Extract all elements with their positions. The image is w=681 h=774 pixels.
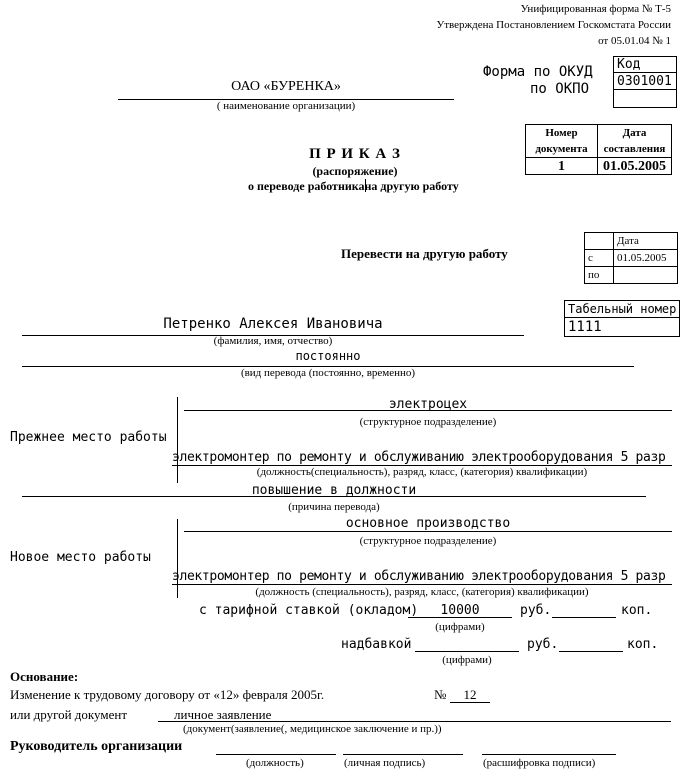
rate-kop-label: коп. <box>621 603 653 618</box>
rate-kop-underline <box>552 617 616 618</box>
code-header: Код <box>614 57 677 73</box>
bonus-kop-underline <box>559 651 623 652</box>
previous-position-caption: (должность(специальность), разряд, класс, (категория) квалификации) <box>256 466 588 478</box>
bonus-rub-underline <box>415 651 519 652</box>
tab-number-table <box>564 300 680 337</box>
bonus-label: надбавкой <box>341 637 412 652</box>
okud-label: Форма по ОКУД <box>483 64 593 80</box>
tab-number-value[interactable]: 1111 <box>565 318 680 337</box>
new-position-underline <box>172 584 672 585</box>
new-position[interactable]: электромонтер по ремонту и обслуживанию электрооборудования 5 разр <box>172 569 666 584</box>
signature-label: Руководитель организации <box>10 739 183 754</box>
rate-digits-caption: (цифрами) <box>435 621 485 633</box>
employee-name-caption: (фамилия, имя, отчество) <box>213 335 333 347</box>
rate-label: с тарифной ставкой (окладом) <box>199 603 419 618</box>
transfer-type[interactable]: постоянно <box>295 349 361 363</box>
rate-rub-label: руб. <box>520 603 552 618</box>
doc-date-value[interactable]: 01.05.2005 <box>598 158 672 175</box>
transfer-date-table <box>584 232 678 284</box>
transfer-type-caption: (вид перевода (постоянно, временно) <box>240 367 416 379</box>
transfer-date-blank <box>585 233 614 250</box>
order-title: П Р И К А З <box>309 146 401 162</box>
signature-decode-caption: (расшифровка подписи) <box>483 757 596 769</box>
other-doc-underline <box>158 721 671 722</box>
transfer-reason-underline <box>22 496 646 497</box>
employee-name[interactable]: Петренко Алексея Ивановича <box>163 316 383 332</box>
rate-rub-value[interactable]: 10000 <box>440 603 480 618</box>
previous-place-label: Прежнее место работы <box>10 430 167 445</box>
transfer-to-value[interactable] <box>614 267 678 284</box>
transfer-to-label: по <box>585 267 614 284</box>
signature-position-line[interactable] <box>216 754 336 755</box>
approval-date: от 05.01.04 № 1 <box>598 35 671 47</box>
transfer-date-header: Дата <box>614 233 678 250</box>
order-subtitle: (распоряжение) <box>312 164 398 178</box>
basis-contract-text: Изменение к трудовому договору от «12» февраля 2005г. <box>10 687 325 702</box>
signature-sign-caption: (личная подпись) <box>344 757 426 769</box>
bonus-digits-caption: (цифрами) <box>442 654 492 666</box>
new-department[interactable]: основное производство <box>345 516 511 531</box>
organization-caption: ( наименование организации) <box>216 100 356 112</box>
basis-number-label: № <box>434 687 447 702</box>
doc-date-header: Дата составления <box>598 125 672 158</box>
other-doc-label: или другой документ <box>10 707 128 722</box>
other-doc-caption: (документ(заявление(, медицинское заключение и пр.)) <box>183 723 442 735</box>
basis-number-value[interactable]: 12 <box>463 687 477 702</box>
form-number: Унифицированная форма № Т-5 <box>520 3 671 15</box>
previous-department-caption: (структурное подразделение) <box>359 416 497 428</box>
okpo-label: по ОКПО <box>530 81 590 97</box>
tab-number-label: Табельный номер <box>565 301 680 318</box>
doc-number-value[interactable]: 1 <box>526 158 598 175</box>
basis-number-underline <box>450 702 490 703</box>
basis-heading: Основание: <box>10 669 79 684</box>
bonus-kop-label: коп. <box>627 637 659 652</box>
form-header <box>436 1 671 49</box>
signature-decode-line[interactable] <box>482 754 616 755</box>
transfer-reason-caption: (причина перевода) <box>288 501 380 513</box>
transfer-from-value[interactable]: 01.05.2005 <box>614 250 678 267</box>
doc-number-header: Номер документа <box>526 125 598 158</box>
previous-position[interactable]: электромонтер по ремонту и обслуживанию электрооборудования 5 разр <box>172 450 666 465</box>
transfer-heading: Перевести на другую работу <box>341 246 508 261</box>
approved-by: Утверждена Постановлением Госкомстата России <box>436 19 671 31</box>
okud-value[interactable]: 0301001 <box>614 73 677 90</box>
other-doc-value[interactable]: личное заявление <box>174 707 272 722</box>
code-table <box>613 56 677 108</box>
transfer-from-label: с <box>585 250 614 267</box>
document-table <box>525 124 672 175</box>
new-place-label: Новое место работы <box>10 550 151 565</box>
previous-department[interactable]: электроцех <box>388 397 468 412</box>
transfer-reason[interactable]: повышение в должности <box>251 483 417 498</box>
new-position-caption: (должность (специальность), разряд, класс, (категория) квалификации) <box>255 586 589 598</box>
bonus-rub-label: руб. <box>527 637 559 652</box>
order-subject[interactable]: о переводе работникана другую работу <box>248 179 459 193</box>
new-department-caption: (структурное подразделение) <box>359 535 497 547</box>
organization-name[interactable]: ОАО «БУРЕНКА» <box>231 79 341 94</box>
previous-department-underline <box>184 410 672 411</box>
new-department-underline <box>184 531 672 532</box>
signature-position-caption: (должность) <box>246 757 304 769</box>
rate-rub-underline <box>408 617 512 618</box>
signature-sign-line[interactable] <box>343 754 463 755</box>
okpo-value[interactable] <box>614 90 677 108</box>
